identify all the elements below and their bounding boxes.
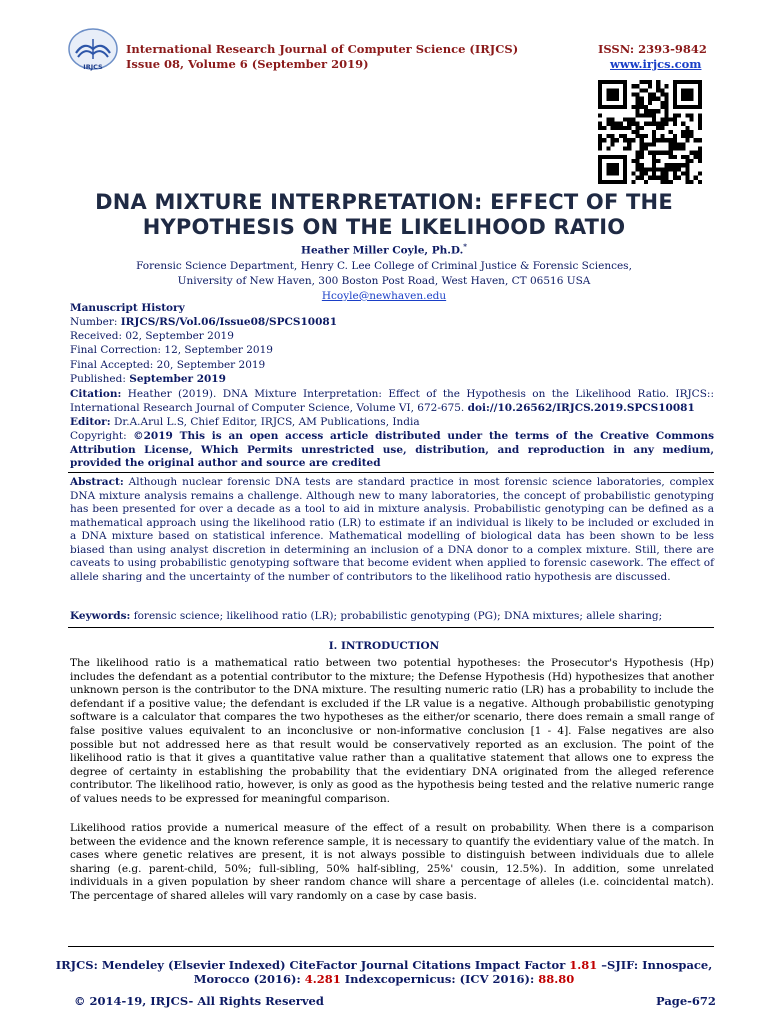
- author-email-link[interactable]: Hcoyle@newhaven.edu: [321, 290, 447, 302]
- abstract: Abstract: Although nuclear forensic DNA tests are standard practice in most forensic science laboratories, complex DNA mixture analysis remains a challenge. Although new to many laboratories, the concept of probabilistic genotyping has been presented for over a decade as a tool to aid in mixture analysis. Probabilistic genotyping can be defined as a mathematical approach using the likelihood ratio (LR) to estimate if an individual is likely to be included or excluded in a DNA mixture based on statistical inference. Mathematical modelling of biological data has been shown to be less biased than using analyst discretion in determining an inclusion of a DNA donor to a complex mixture. Still, there are caveats to using probabilistic genotyping software that become evident when applied to forensic casework. The effect of allele sharing and the uncertainty of the number of contributors to the likelihood ratio hypothesis are discussed.: [70, 476, 714, 583]
- journal-name: International Research Journal of Computer Science (IRJCS): [126, 42, 519, 56]
- journal-logo-icon: [66, 27, 120, 73]
- editor: Editor: Dr.A.Arul L.S, Chief Editor, IRJCS, AM Publications, India: [70, 416, 420, 428]
- final-correction-date: Final Correction: 12, September 2019: [70, 344, 273, 356]
- copyright-notice: Copyright: ©2019 This is an open access article distributed under the terms of the Creative Commons Attribution License, Which Permits unrestricted use, distribution, and reproduction in any medium, provided the original author and source are credited: [70, 430, 714, 469]
- keywords: Keywords: forensic science; likelihood ratio (LR); probabilistic genotyping (PG); DNA mixtures; allele sharing;: [70, 610, 663, 622]
- manuscript-history-heading: Manuscript History: [70, 302, 185, 314]
- divider: [68, 627, 714, 628]
- journal-website-link[interactable]: www.irjcs.com: [610, 57, 702, 71]
- published-date: Published: September 2019: [70, 373, 226, 385]
- qr-code-icon: [598, 80, 702, 184]
- introduction-paragraph-2: Likelihood ratios provide a numerical measure of the effect of a result on probability. When there is a comparison between the evidence and the known reference sample, it is necessary to quantify the evidentiary value of the match. In cases where genetic relatives are present, it is not always possible to distinguish between individuals due to allele sharing (e.g. parent-child, 50%; full-sibling, 50% half-sibling, 25%' cousin, 12.5%). In addition, some unrelated individuals in a given population by sheer random chance will share a percentage of alleles (i.e. coincidental match). The percentage of shared alleles will vary randomly on a case by case basis.: [70, 822, 714, 902]
- issn: ISSN: 2393-9842: [598, 42, 707, 56]
- introduction-paragraph-1: The likelihood ratio is a mathematical ratio between two potential hypotheses: the Prosecutor's Hypothesis (Hp) includes the defendant as a potential contributor to the mixture; the Defense Hypothesis (Hd) hypothesizes that another unknown person is the contributor to the DNA mixture. The resulting numeric ratio (LR) has a probability to include the defendant if a positive value; the defendant is excluded if the LR value is a negative. Although probabilistic genotyping software is a calculator that compares the two hypotheses as the either/or scenario, there does remain a small range of false positive values equivalent to an inconclusive or non-informative conclusion [1 - 4]. False negatives are also possible but not addressed here as that result would be conservatively reported as an exclusion. The point of the likelihood ratio is that it gives a quantitative value rather than a qualitative statement that allows one to express the degree of certainty in establishing the probability that the evidentiary DNA originated from the alleged reference contributor. The likelihood ratio, however, is only as good as the hypothesis being tested and the relative numeric range of values needs to be expressed for meaningful comparison.: [70, 657, 714, 805]
- journal-issue: Issue 08, Volume 6 (September 2019): [126, 57, 369, 71]
- author-name: Heather Miller Coyle, Ph.D.*: [301, 242, 467, 257]
- affiliation-line-2: University of New Haven, 300 Boston Post Road, West Haven, CT 06516 USA: [177, 275, 591, 287]
- paper-title: [70, 190, 698, 240]
- affiliation-line-1: Forensic Science Department, Henry C. Lee College of Criminal Justice & Forensic Sciences,: [136, 260, 632, 272]
- svg-text:IRJCS: IRJCS: [83, 63, 103, 71]
- paper-title-line-2: HYPOTHESIS ON THE LIKELIHOOD RATIO: [142, 215, 626, 239]
- footer-copyright: © 2014-19, IRJCS- All Rights Reserved: [74, 994, 324, 1008]
- footer-indexing-line-2: Morocco (2016): 4.281 Indexcopernicus: (ICV 2016): 88.80: [193, 972, 575, 986]
- section-heading-introduction: I. INTRODUCTION: [328, 640, 440, 652]
- citation: Citation: Heather (2019). DNA Mixture Interpretation: Effect of the Hypothesis on the Likelihood Ratio. IRJCS:: International Research Journal of Computer Science, Volume VI, 672-675. doi://10.26562/IRJCS.2019.SPCS10081: [70, 388, 714, 414]
- divider: [68, 946, 714, 947]
- final-accepted-date: Final Accepted: 20, September 2019: [70, 359, 266, 371]
- footer-indexing-line-1: IRJCS: Mendeley (Elsevier Indexed) CiteFactor Journal Citations Impact Factor 1.81 –SJIF: Innospace,: [55, 958, 713, 972]
- manuscript-number: Number: IRJCS/RS/Vol.06/Issue08/SPCS10081: [70, 316, 337, 328]
- received-date: Received: 02, September 2019: [70, 330, 234, 342]
- page-number: Page-672: [656, 994, 716, 1008]
- paper-title-line-1: DNA MIXTURE INTERPRETATION: EFFECT OF THE: [95, 190, 673, 214]
- divider: [68, 472, 714, 473]
